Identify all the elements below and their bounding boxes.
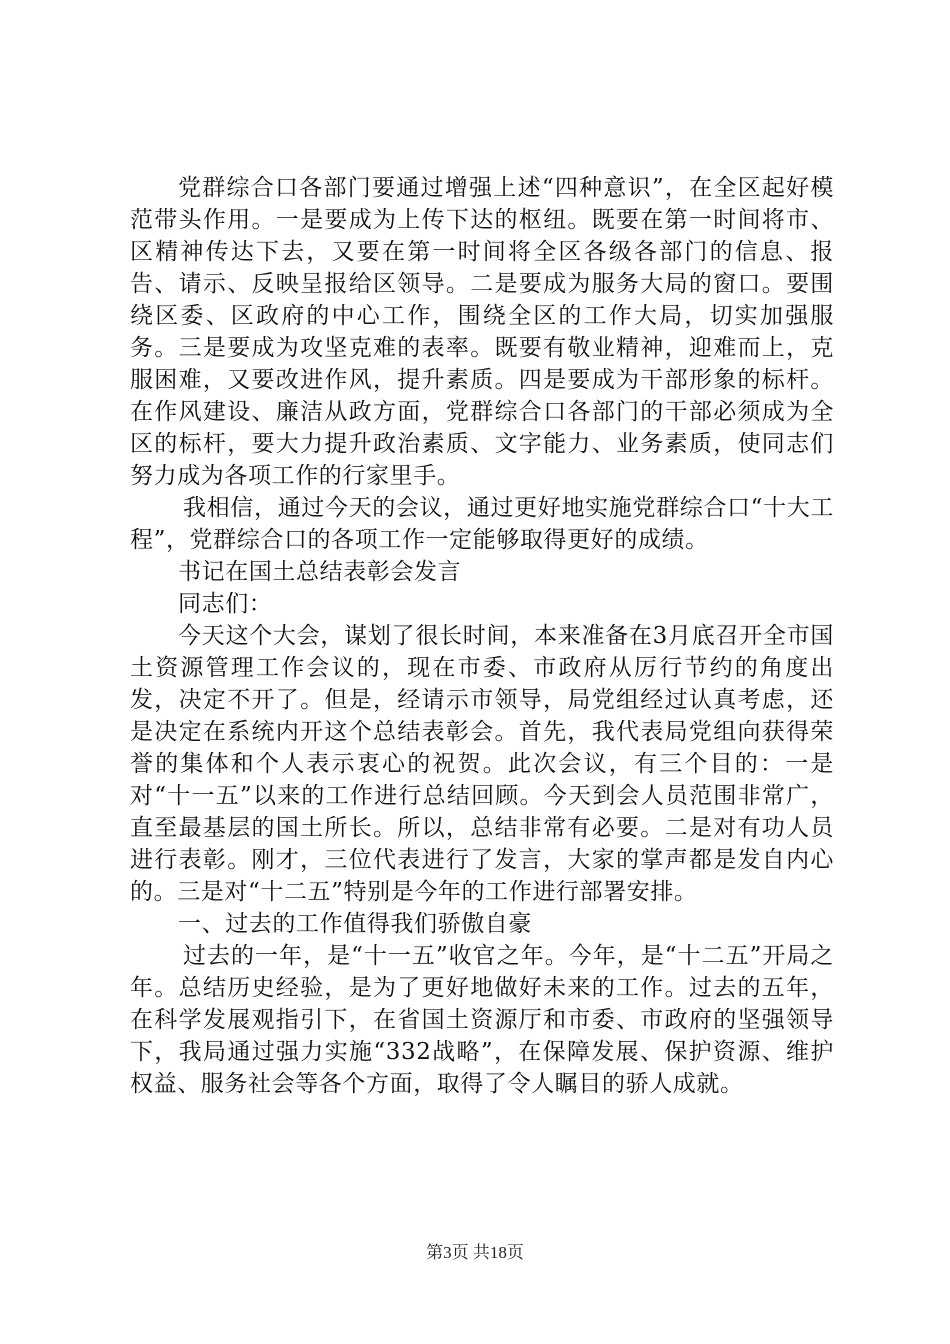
paragraph-model-role: 党群综合口各部门要通过增强上述“四种意识”，在全区起好模范带头作用。一是要成为上传下达的枢纽。既要在第一时间将市、区精神传达下去，又要在第一时间将全区各级各部门的信息、报告、请示、反映呈报给区领导。二是要成为服务大局的窗口。要围绕区委、区政府的中心工作，围绕全区的工作大局，切实加强服务。三是要成为攻坚克难的表率。既要有敬业精神，迎难而上，克服困难，又要改进作风，提升素质。四是要成为干部形象的标杆。在作风建设、廉洁从政方面，党群综合口各部门的干部必须成为全区的标杆，要大力提升政治素质、文字能力、业务素质，使同志们努力成为各项工作的行家里手。: [130, 175, 834, 489]
section-heading-past-work: 一、过去的工作值得我们骄傲自豪: [178, 911, 532, 937]
paragraph-confidence: 我相信，通过今天的会议，通过更好地实施党群综合口“十大工程”，党群综合口的各项工作一定能够取得更好的成绩。: [130, 495, 834, 553]
paragraph-past-year: 过去的一年，是“十一五”收官之年。今年，是“十二五”开局之年。总结历史经验，是为了更好地做好未来的工作。过去的五年，在科学发展观指引下，在省国土资源厅和市委、市政府的坚强领导下，我局通过强力实施“332战略”，在保障发展、保护资源、维护权益、服务社会等各个方面，取得了令人瞩目的骄人成就。: [130, 943, 834, 1097]
page-number-footer: 第3页 共18页: [426, 1243, 524, 1262]
speech-title: 书记在国土总结表彰会发言: [178, 559, 462, 585]
paragraph-meeting-purpose: 今天这个大会，谋划了很长时间，本来准备在3月底召开全市国土资源管理工作会议的，现在市委、市政府从厉行节约的角度出发，决定不开了。但是，经请示市领导，局党组经过认真考虑，还是决定在系统内开这个总结表彰会。首先，我代表局党组向获得荣誉的集体和个人表示衷心的祝贺。此次会议，有三个目的：一是对“十一五”以来的工作进行总结回顾。今天到会人员范围非常广，直至最基层的国土所长。所以，总结非常有必要。二是对有功人员进行表彰。刚才，三位代表进行了发言，大家的掌声都是发自内心的。三是对“十二五”特别是今年的工作进行部署安排。: [130, 623, 834, 905]
salutation: 同志们：: [178, 591, 273, 617]
document-body: [130, 172, 834, 1100]
